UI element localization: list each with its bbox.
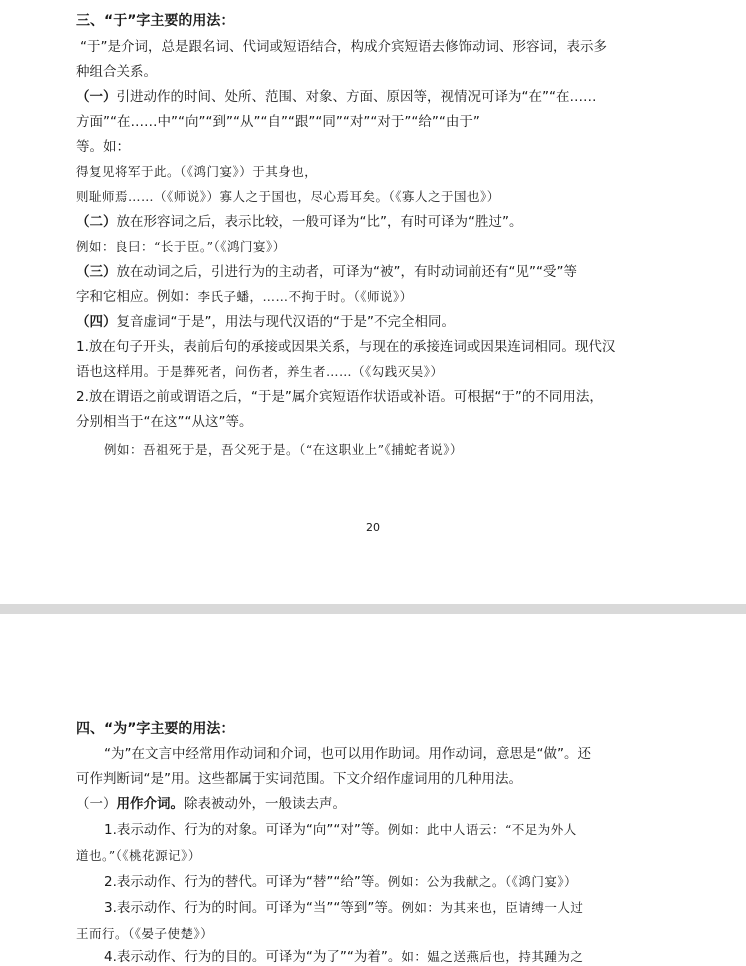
list-item	[104, 948, 583, 966]
example-line: 例如：良曰：“长于臣。”（《鸿门宴》）	[76, 239, 286, 254]
subsection-tag: （一）	[76, 89, 117, 105]
paragraph-line	[76, 263, 577, 281]
example-text: 例如：此中人语云：“不足为外人	[387, 822, 577, 837]
paragraph-line	[76, 213, 522, 231]
paragraph-line	[76, 313, 455, 331]
list-item	[104, 821, 577, 839]
example-text: 例如：公为我献之。（《鸿门宴》）	[387, 874, 578, 889]
paragraph-line: 等。如：	[76, 139, 130, 155]
subsection-tag: （三）	[76, 264, 117, 280]
example-line: 得复见将军于此。（《鸿门宴》）于其身也，	[76, 164, 318, 179]
paragraph-line	[76, 88, 596, 106]
list-item-text: 2.表示动作、行为的替代。可译为“替”“给”等。	[104, 874, 388, 890]
paragraph-line: “为”在文言中经常用作动词和介词，也可以用作助词。用作动词，意思是“做”。还	[104, 746, 591, 762]
paragraph-text: 引进动作的时间、处所、范围、对象、方面、原因等，视情况可译为“在”“在……	[116, 89, 597, 105]
example-line: 王而行。（《晏子使楚》）	[76, 926, 214, 941]
paragraph-text: 语也这样用。	[76, 364, 157, 380]
subsection-title: 用作介词。	[116, 796, 184, 812]
example-text: 李氏子蟠，……不拘于时。（《师说》）	[197, 289, 413, 304]
paragraph-line: 2.放在谓语之前或谓语之后，“于是”属介宾短语作状语或补语。可根据“于”的不同用法，	[76, 389, 603, 405]
document-page-21	[0, 614, 746, 966]
subsection-tag: （一）	[76, 796, 117, 812]
paragraph-text: 复音虚词“于是”，用法与现代汉语的“于是”不完全相同。	[116, 314, 455, 330]
paragraph-line: 1.放在句子开头，表前后句的承接或因果关系，与现在的承接连词或因果连词相同。现代汉	[76, 339, 616, 355]
paragraph-text: 除表被动外，一般读去声。	[184, 796, 346, 812]
paragraph-line	[76, 795, 346, 813]
paragraph-line: “于”是介词，总是跟名词、代词或短语结合，构成介宾短语去修饰动词、形容词，表示多	[80, 39, 607, 55]
section-heading: 四、“为”字主要的用法：	[76, 721, 235, 737]
example-text: 于是葬死者，问伤者，养生者……（《勾践灭吴》）	[157, 364, 444, 379]
list-item-text: 3.表示动作、行为的时间。可译为“当”“等到”等。	[104, 900, 402, 916]
example-line: 则耻师焉……（《师说》）寡人之于国也，尽心焉耳矣。（《寡人之于国也》）	[76, 189, 500, 204]
paragraph-line: 种组合关系。	[76, 64, 157, 80]
paragraph-text: 放在动词之后，引进行为的主动者，可译为“被”，有时动词前还有“见”“受”等	[116, 264, 577, 280]
example-text: 如：媪之送燕后也，持其踵为之	[401, 949, 584, 964]
subsection-tag: （二）	[76, 214, 117, 230]
list-item-text: 1.表示动作、行为的对象。可译为“向”“对”等。	[104, 822, 388, 838]
paragraph-line: 可作判断词“是”用。这些都属于实词范围。下文介绍作虚词用的几种用法。	[76, 771, 522, 787]
section-heading: 三、“于”字主要的用法：	[76, 13, 235, 29]
example-line: 道也。”（《桃花源记》）	[76, 848, 201, 863]
example-text: 例如：为其来也，臣请缚一人过	[401, 900, 584, 915]
list-item	[104, 873, 577, 891]
list-item-text: 4.表示动作、行为的目的。可译为“为了”“为着”。	[104, 949, 402, 965]
example-line: 例如：吾祖死于是，吾父死于是。（“在这职业上”《捕蛇者说》）	[104, 442, 464, 457]
page-separator	[0, 604, 746, 614]
paragraph-line	[76, 363, 444, 381]
paragraph-text: 放在形容词之后，表示比较，一般可译为“比”，有时可译为“胜过”。	[116, 214, 523, 230]
paragraph-line	[76, 288, 413, 306]
page-number: 20	[366, 521, 380, 534]
paragraph-line: 分别相当于“在这”“从这”等。	[76, 414, 253, 430]
paragraph-line: 方面”“在……中”“向”“到”“从”“自”“跟”“同”“对”“对于”“给”“由于”	[76, 114, 480, 130]
list-item	[104, 899, 583, 917]
subsection-tag: （四）	[76, 314, 117, 330]
paragraph-text: 字和它相应。例如：	[76, 289, 198, 305]
